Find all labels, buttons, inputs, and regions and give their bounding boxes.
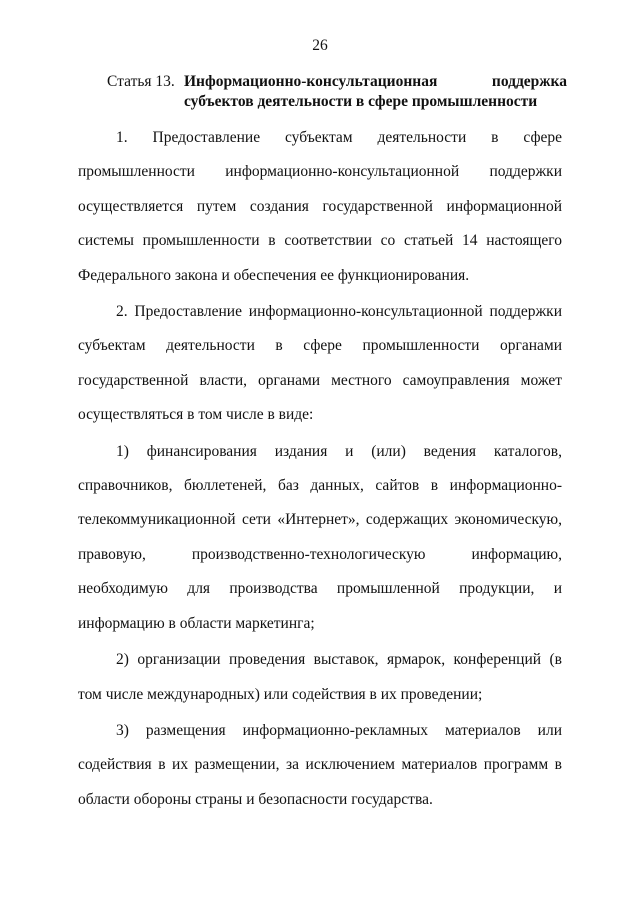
list-item-1: 1) финансирования издания и (или) ведения каталогов, справочников, бюллетеней, баз данных, сайтов в информационно-телекоммуникационной сети «Интернет», содержащих экономическую, правовую, производственно-технологическую информацию, необходимую для производства промышленной продукции, и информацию в области маркетинга; xyxy=(78,442,562,632)
list-item-2: 2) организации проведения выставок, ярмарок, конференций (в том числе международных) или содействия в их проведении; xyxy=(78,651,562,703)
page-number: 26 xyxy=(312,37,328,54)
paragraph-1: 1. Предоставление субъектам деятельности в сфере промышленности информационно-консультационной поддержки осуществляется путем создания государственной информационной системы промышленности в соответствии со статьей 14 настоящего Федерального закона и обеспечения ее функционирования. xyxy=(78,129,562,284)
article-body xyxy=(78,121,562,819)
paragraph-2: 2. Предоставление информационно-консультационной поддержки субъектам деятельности в сфере промышленности органами государственной власти, органами местного самоуправления может осуществляться в том числе в виде: xyxy=(78,303,562,424)
article-title: Информационно-консультационная поддержка субъектов деятельности в сфере промышленности xyxy=(184,73,567,110)
article-number: Статья 13. xyxy=(107,73,175,90)
list-item-3: 3) размещения информационно-рекламных материалов или содействия в их размещении, за исключением материалов программ в области обороны страны и безопасности государства. xyxy=(78,721,562,808)
